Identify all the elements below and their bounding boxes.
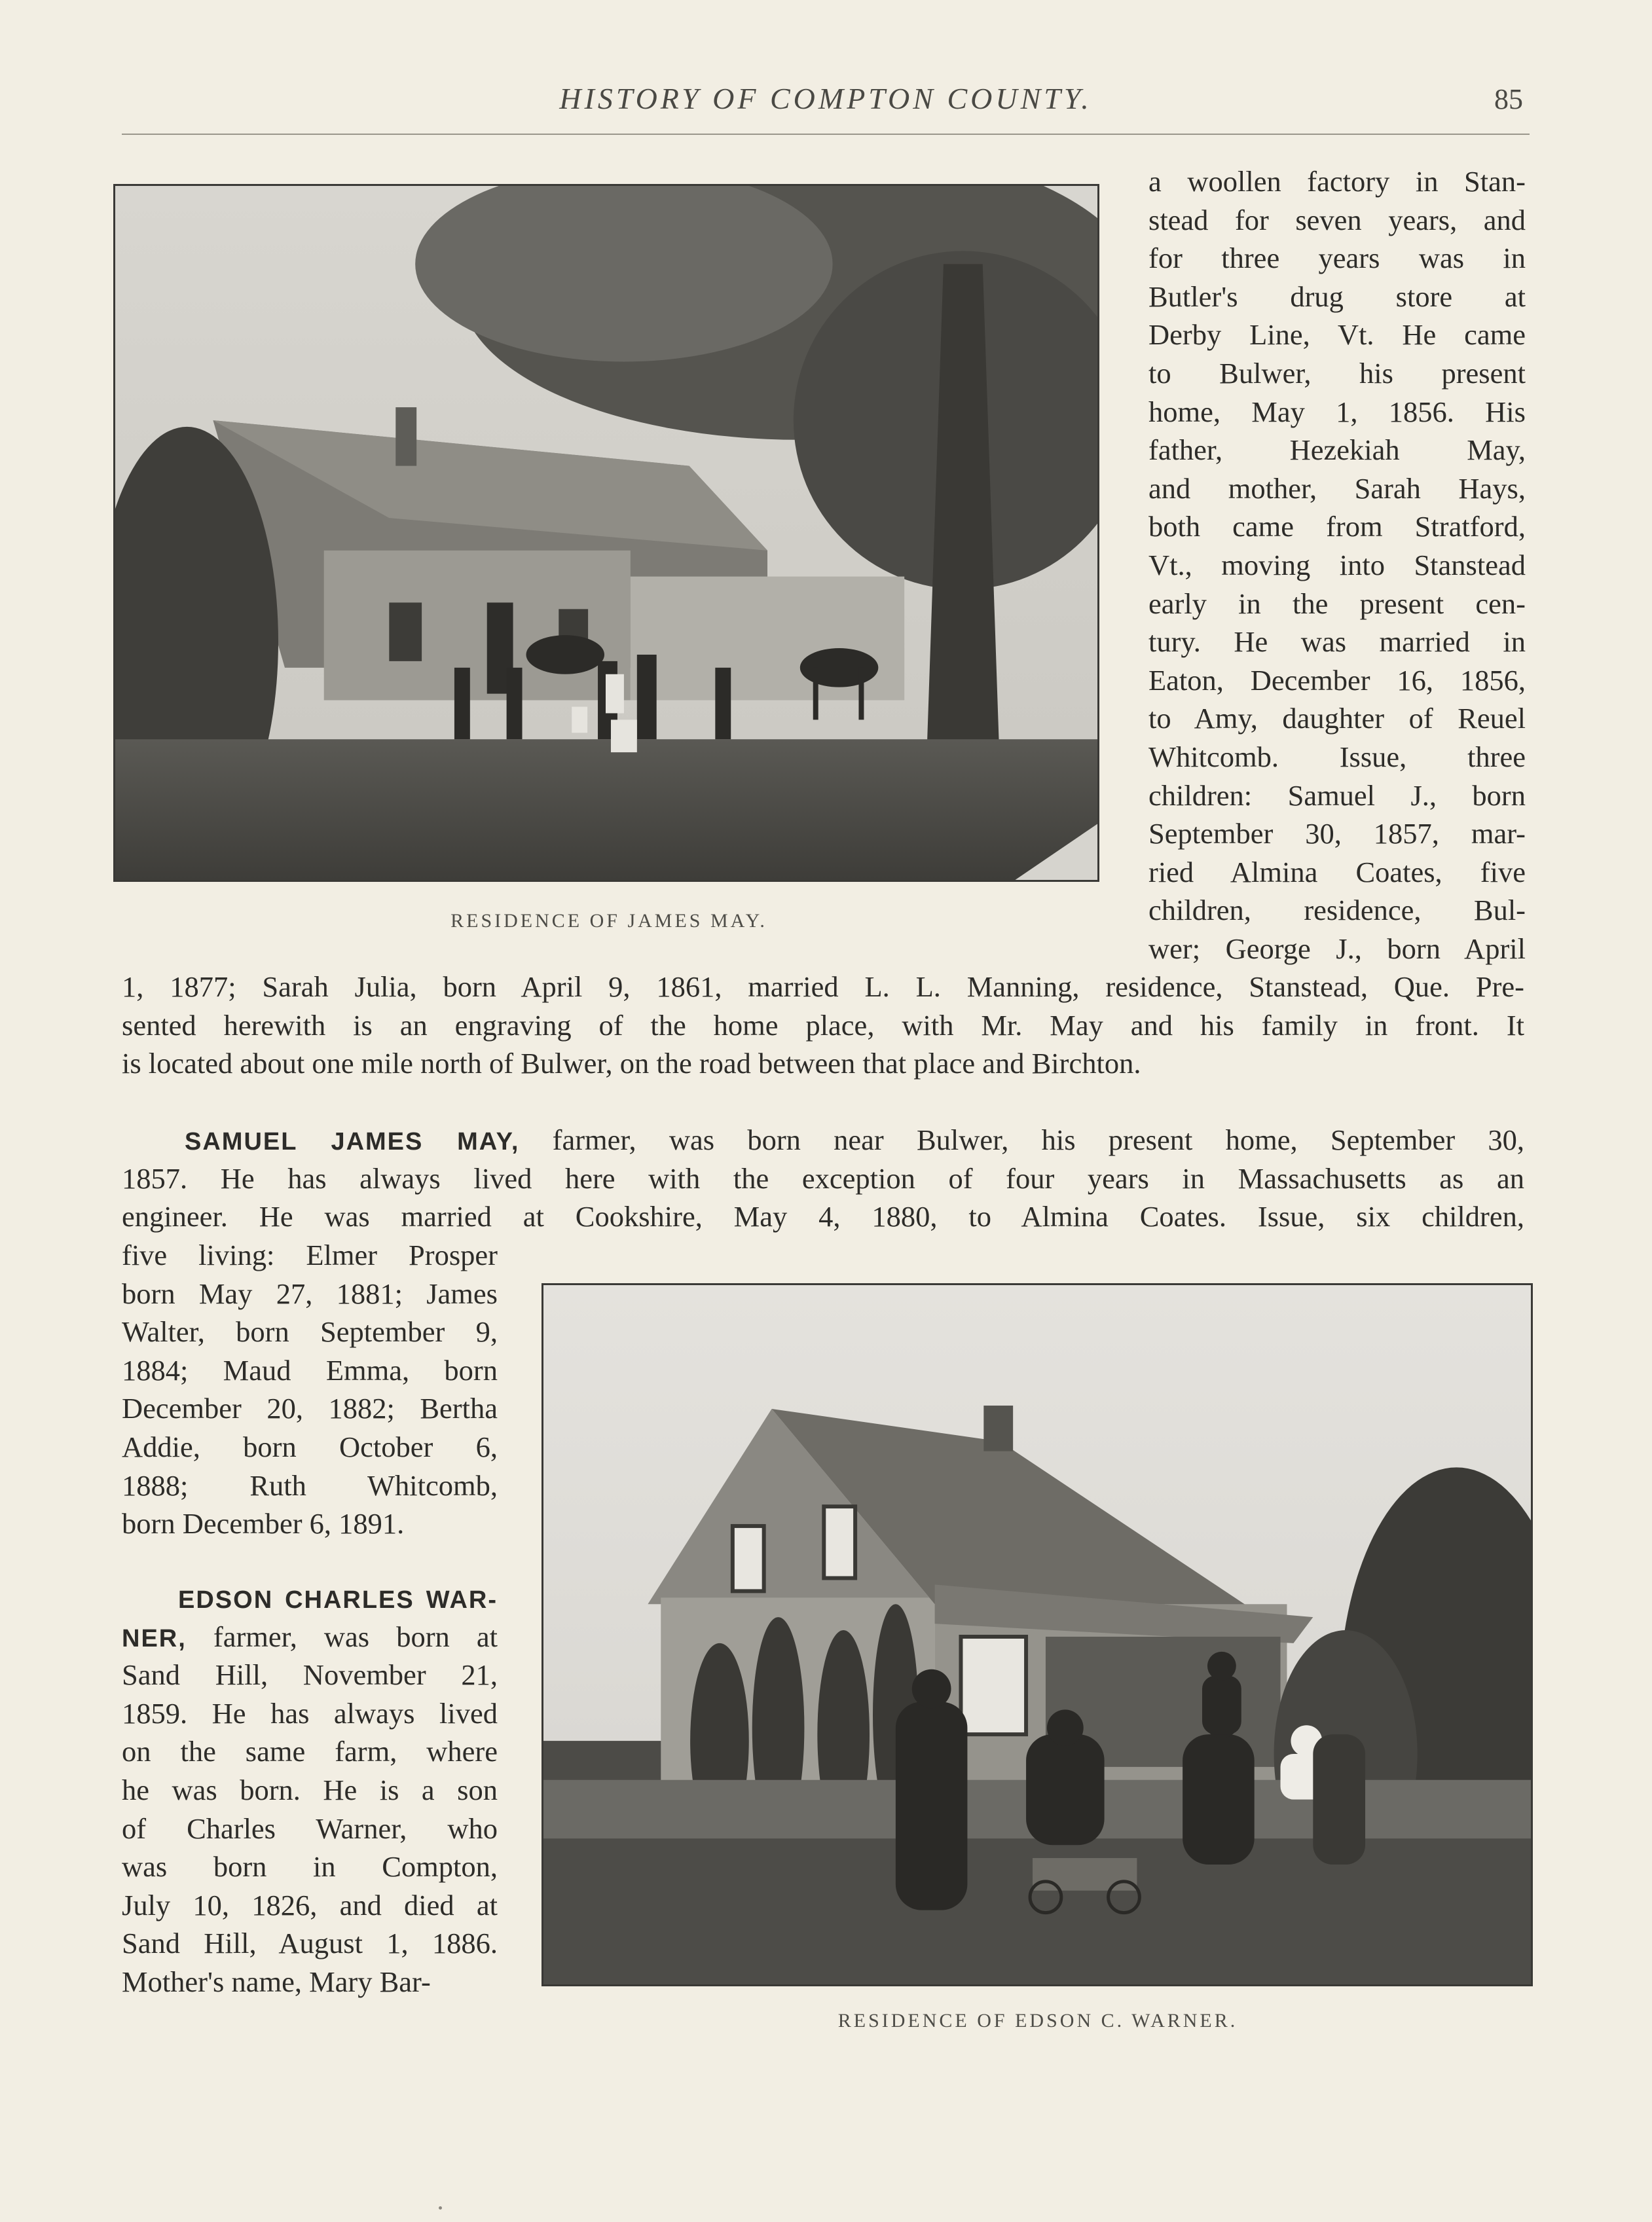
edson-charles-warner-side-column bbox=[122, 1579, 498, 2001]
text-line: 1857. He has always lived here with the exception of four years in Massachusetts as an bbox=[122, 1161, 1524, 1195]
text-line: is located about one mile north of Bulwer, on the road between that place and Birchton. bbox=[122, 1047, 1141, 1080]
text-line: of Charles Warner, who bbox=[122, 1812, 498, 1845]
entry-name-line bbox=[122, 1579, 498, 1618]
text-line: Eaton, December 16, 1856, bbox=[1148, 663, 1526, 697]
house-photo-illustration bbox=[115, 186, 1097, 880]
text-line: wer; George J., born April bbox=[1148, 932, 1526, 965]
entry-text: farmer, was born at bbox=[213, 1620, 498, 1653]
text-line: engineer. He was married at Cookshire, May 4, 1880, to Almina Coates. Issue, six children, bbox=[122, 1200, 1524, 1233]
text-line: Derby Line, Vt. He came bbox=[1148, 318, 1526, 352]
entry-name-continued: NER, bbox=[122, 1624, 187, 1652]
print-speck bbox=[439, 2206, 442, 2210]
text-line: 1888; Ruth Whitcomb, bbox=[122, 1468, 498, 1502]
text-line: father, Hezekiah May, bbox=[1148, 433, 1526, 467]
running-head bbox=[122, 77, 1530, 136]
text-line: a woollen factory in Stan- bbox=[1148, 165, 1526, 198]
entry-first-line bbox=[122, 1121, 1524, 1159]
head-rule bbox=[122, 134, 1530, 135]
entry-name: SAMUEL JAMES MAY, bbox=[185, 1128, 520, 1156]
caption-edson-warner-residence: RESIDENCE OF EDSON C. WARNER. bbox=[837, 2010, 1238, 2031]
text-line: 1, 1877; Sarah Julia, born April 9, 1861, married L. L. Manning, residence, Stanstead, Que. Pre- bbox=[122, 970, 1524, 1003]
text-line: tury. He was married in bbox=[1148, 625, 1526, 659]
house-photo-illustration bbox=[543, 1285, 1531, 1984]
entry-name: EDSON CHARLES WAR- bbox=[178, 1586, 498, 1614]
photo-edson-warner-residence bbox=[541, 1283, 1533, 1986]
text-line: stead for seven years, and bbox=[1148, 203, 1526, 236]
text-line: born May 27, 1881; James bbox=[122, 1277, 498, 1310]
text-line: Sand Hill, August 1, 1886. bbox=[122, 1927, 498, 1960]
text-line: Sand Hill, November 21, bbox=[122, 1658, 498, 1692]
samuel-james-may-entry bbox=[122, 1121, 1524, 1236]
caption-james-may-residence: RESIDENCE OF JAMES MAY. bbox=[450, 910, 767, 932]
text-line: sented herewith is an engraving of the home place, with Mr. May and his family in front. It bbox=[122, 1008, 1524, 1042]
text-line: ried Almina Coates, five bbox=[1148, 855, 1526, 888]
text-line: 1884; Maud Emma, born bbox=[122, 1353, 498, 1387]
james-may-side-column bbox=[1148, 162, 1526, 968]
text-line: September 30, 1857, mar- bbox=[1148, 817, 1526, 850]
text-line: to Amy, daughter of Reuel bbox=[1148, 702, 1526, 735]
james-may-full-paragraph bbox=[122, 968, 1524, 1083]
text-line: 1859. He has always lived bbox=[122, 1696, 498, 1730]
text-line: born December 6, 1891. bbox=[122, 1507, 405, 1540]
text-line: was born in Compton, bbox=[122, 1850, 498, 1884]
page-number: 85 bbox=[1494, 83, 1523, 115]
text-line: and mother, Sarah Hays, bbox=[1148, 471, 1526, 505]
photo-james-may-residence bbox=[113, 184, 1099, 882]
text-line: for three years was in bbox=[1148, 242, 1526, 275]
text-line: December 20, 1882; Bertha bbox=[122, 1392, 498, 1425]
entry-name-line-2 bbox=[122, 1618, 498, 1656]
text-line: on the same farm, where bbox=[122, 1735, 498, 1768]
text-line: he was born. He is a son bbox=[122, 1773, 498, 1806]
text-line: Whitcomb. Issue, three bbox=[1148, 740, 1526, 773]
text-line: five living: Elmer Prosper bbox=[122, 1239, 498, 1271]
text-line: children: Samuel J., born bbox=[1148, 778, 1526, 812]
text-line: to Bulwer, his present bbox=[1148, 356, 1526, 390]
text-line: Walter, born September 9, bbox=[122, 1315, 498, 1349]
text-line: both came from Stratford, bbox=[1148, 510, 1526, 543]
text-line: Addie, born October 6, bbox=[122, 1430, 498, 1463]
running-title: HISTORY OF COMPTON COUNTY. bbox=[559, 82, 1092, 115]
text-line: Butler's drug store at bbox=[1148, 280, 1526, 313]
text-line: children, residence, Bul- bbox=[1148, 894, 1526, 927]
entry-first-line-text: farmer, was born near Bulwer, his present home, September 30, bbox=[552, 1123, 1525, 1156]
text-line: home, May 1, 1856. His bbox=[1148, 395, 1526, 428]
text-line: July 10, 1826, and died at bbox=[122, 1888, 498, 1921]
text-line: Vt., moving into Stanstead bbox=[1148, 548, 1526, 581]
samuel-james-may-side-column bbox=[122, 1236, 498, 1543]
text-line: early in the present cen- bbox=[1148, 587, 1526, 620]
text-line: Mother's name, Mary Bar- bbox=[122, 1965, 431, 1998]
